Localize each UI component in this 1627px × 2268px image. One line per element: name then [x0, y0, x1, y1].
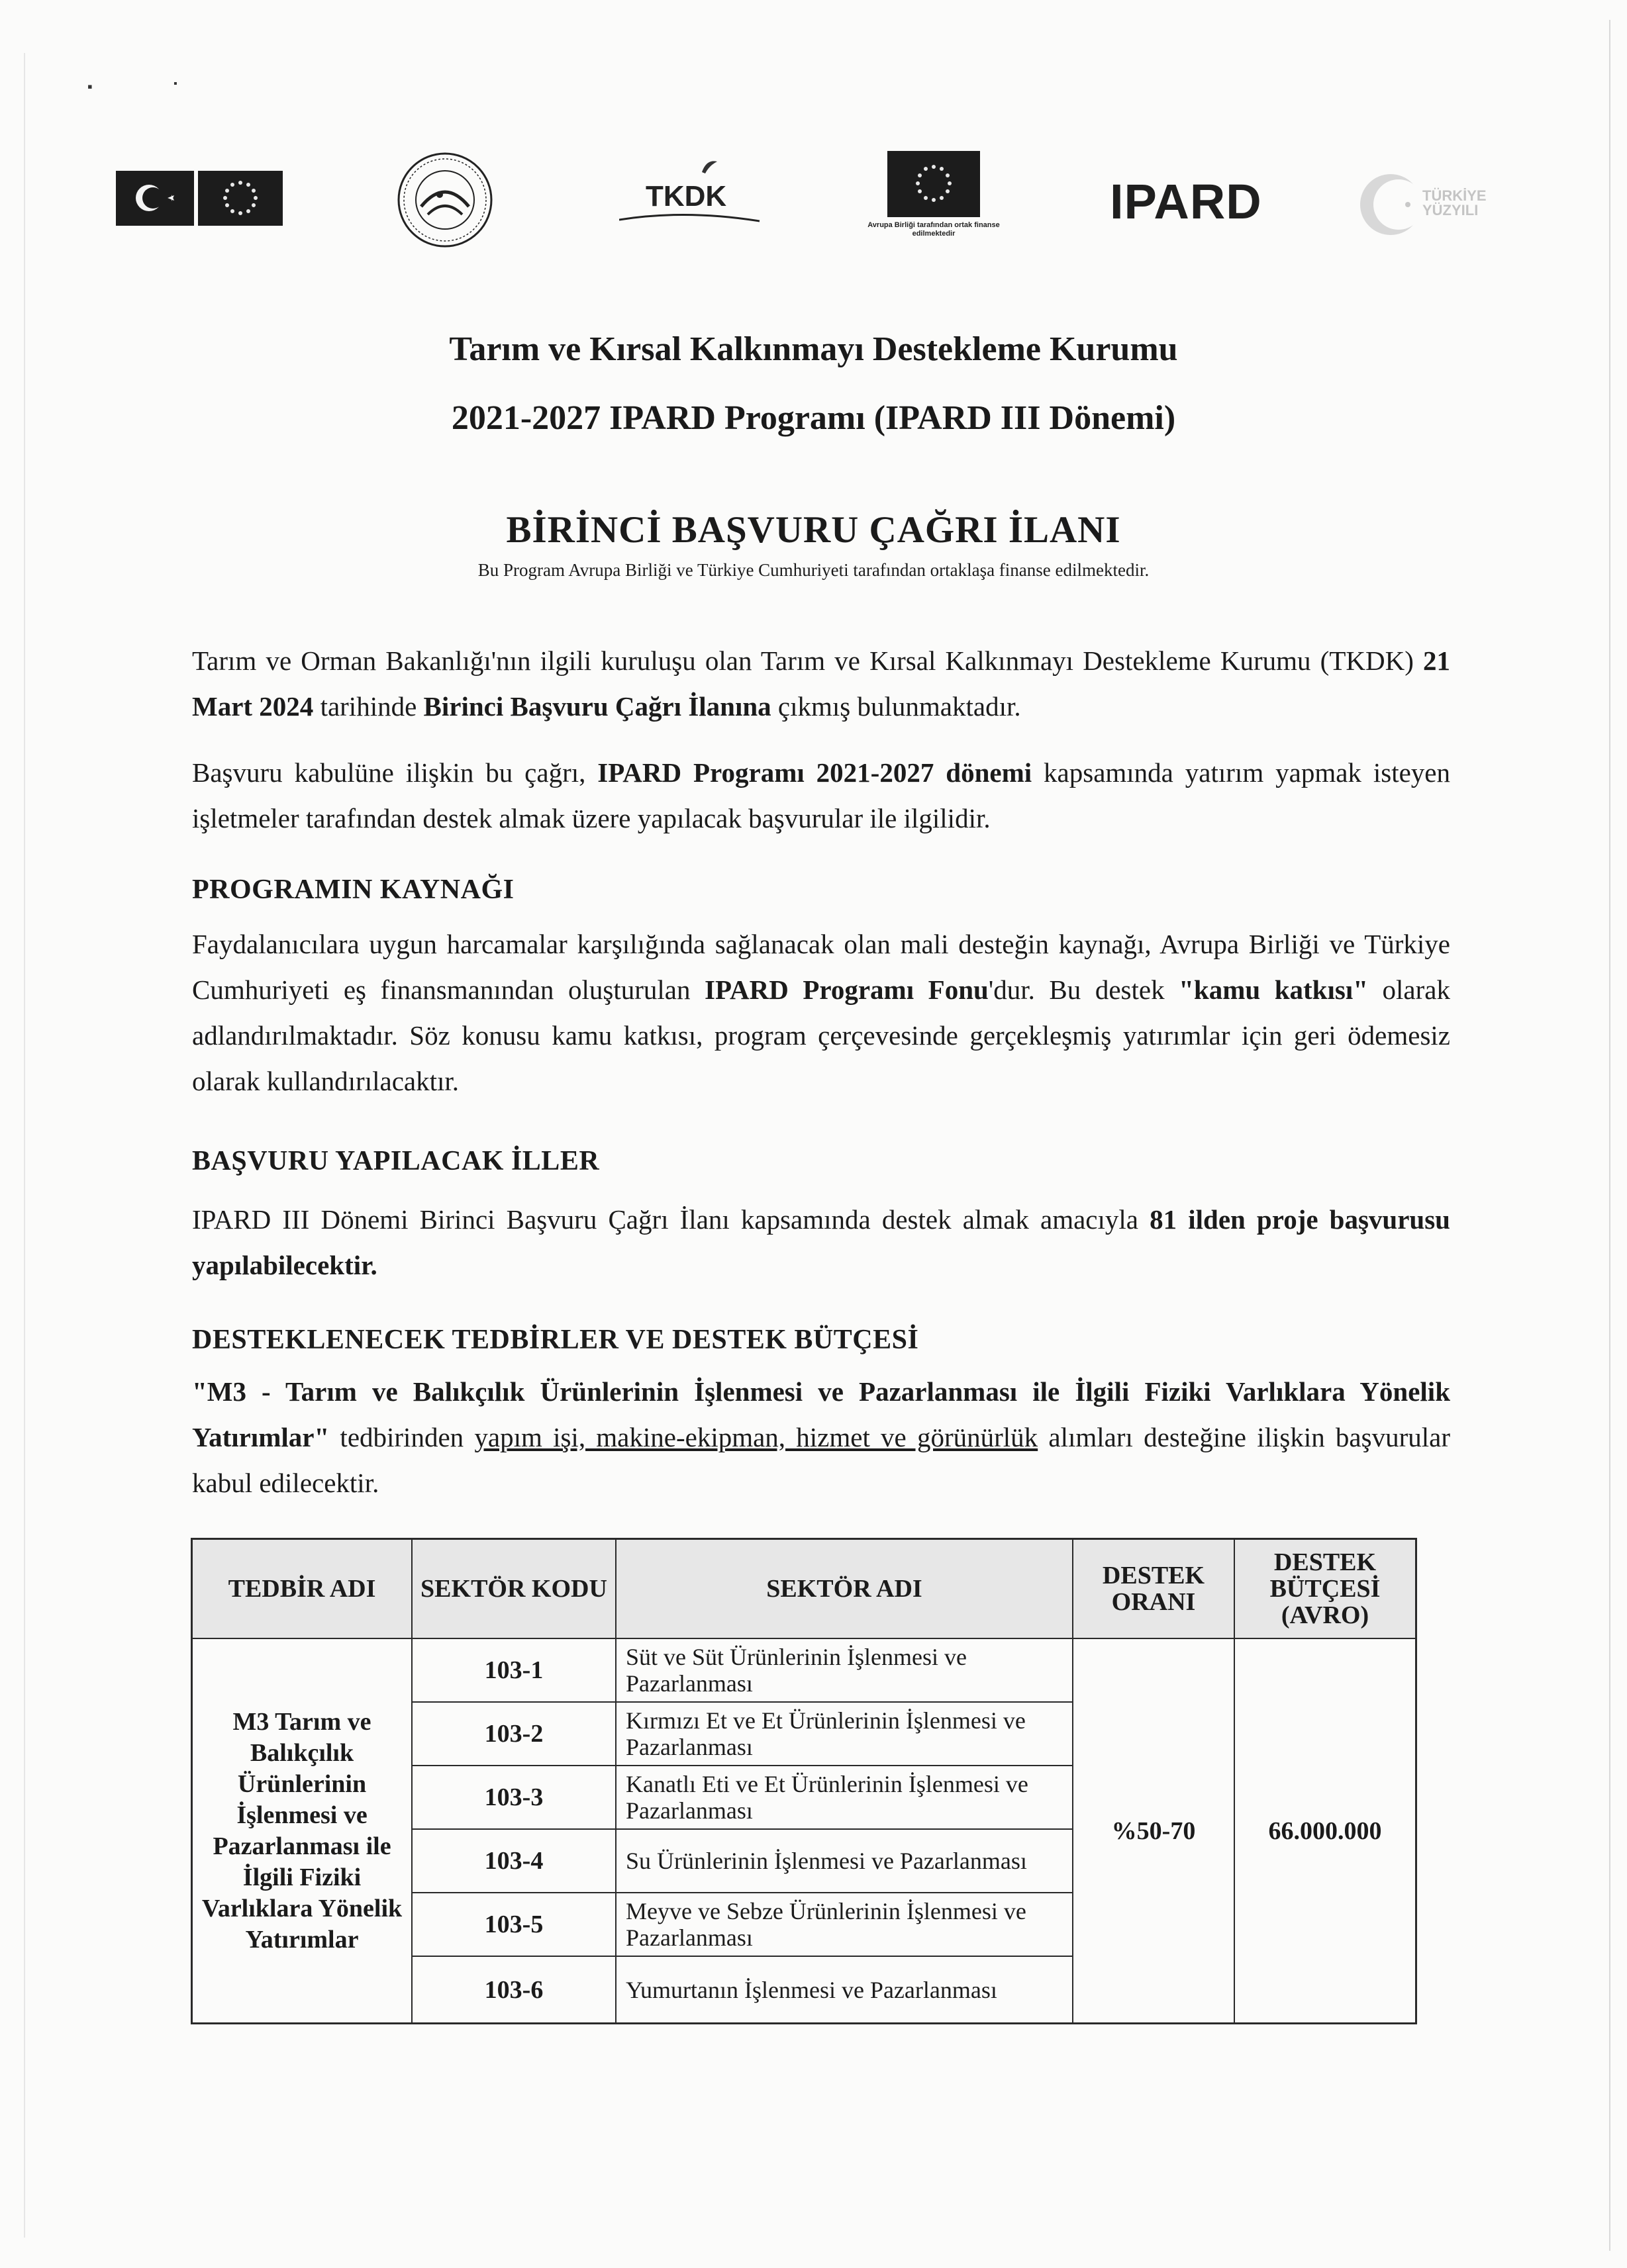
provinces-paragraph: IPARD III Dönemi Birinci Başvuru Çağrı İlanı kapsamında destek almak amacıyla 81 ilden proje başvurusu yapılabilecektir. — [192, 1204, 1450, 1280]
institution-title: Tarım ve Kırsal Kalkınmayı Destekleme Kurumu — [449, 330, 1178, 368]
turkiye-yuzyili-text: TÜRKİYE YÜZYILI — [1422, 187, 1487, 218]
ipard-logo: IPARD — [1110, 174, 1262, 229]
table-cell-sector-name: Yumurtanın İşlenmesi ve Pazarlanması — [616, 1957, 1073, 2022]
scan-edge-left — [24, 53, 25, 2238]
table-cell-sector-name: Meyve ve Sebze Ürünlerinin İşlenmesi ve Pazarlanması — [616, 1893, 1073, 1957]
turkiye-yuzyili-logo — [1351, 169, 1510, 242]
scan-speck: ▪ — [87, 78, 93, 95]
program-title: 2021-2027 IPARD Programı (IPARD III Dönemi) — [451, 399, 1176, 437]
announcement-title: BİRİNCİ BAŞVURU ÇAĞRI İLANI — [506, 509, 1121, 551]
call-date: 21 Mart 2024 — [192, 645, 1450, 722]
turkey-eu-flags-logo — [116, 171, 286, 226]
scan-speck: ▪ — [173, 78, 177, 89]
table-cell-sector-name: Su Ürünlerinin İşlenmesi ve Pazarlanması — [616, 1830, 1073, 1893]
table-cell-sector-code: 103-1 — [413, 1639, 616, 1703]
table-cell-support-rate: %50-70 — [1073, 1639, 1235, 2022]
eu-flag-icon — [198, 171, 283, 226]
intro-paragraph-2: Başvuru kabulüne ilişkin bu çağrı, IPARD Programı 2021-2027 dönemi kapsamında yatırım yapmak isteyen işletmeler tarafından destek almak üzere yapılacak başvurular ile ilgilidir. — [192, 757, 1450, 833]
table-cell-sector-code: 103-5 — [413, 1893, 616, 1957]
section-heading-provinces: BAŞVURU YAPILACAK İLLER — [192, 1146, 600, 1176]
measures-table — [191, 1538, 1417, 2024]
table-cell-sector-name: Kanatlı Eti ve Et Ürünlerinin İşlenmesi ve Pazarlanması — [616, 1766, 1073, 1830]
tkdk-logo-text: TKDK — [646, 180, 727, 213]
turkey-flag-icon — [116, 171, 194, 226]
table-header-measure-name: TEDBİR ADI — [193, 1540, 413, 1639]
table-cell-sector-code: 103-3 — [413, 1766, 616, 1830]
table-cell-measure-name: M3 Tarım ve Balıkçılık Ürünlerinin İşlenmesi ve Pazarlanması ile İlgili Fiziki Varlıklara Yönelik Yatırımlar — [193, 1639, 413, 2022]
table-header-support-budget: DESTEK BÜTÇESİ (AVRO) — [1235, 1540, 1415, 1639]
table-cell-support-budget: 66.000.000 — [1268, 1817, 1382, 1845]
table-cell-sector-code: 103-6 — [413, 1957, 616, 2022]
announcement-subtitle: Bu Program Avrupa Birliği ve Türkiye Cumhuriyeti tarafından ortaklaşa finanse edilmektedir. — [477, 560, 1150, 580]
ministry-seal-logo — [396, 151, 494, 249]
table-cell-sector-name: Süt ve Süt Ürünlerinin İşlenmesi ve Pazarlanması — [616, 1639, 1073, 1703]
tkdk-logo — [619, 152, 762, 225]
table-cell-sector-code: 103-2 — [413, 1703, 616, 1766]
table-header-sector-name: SEKTÖR ADI — [616, 1540, 1073, 1639]
measures-paragraph: "M3 - Tarım ve Balıkçılık Ürünlerinin İşlenmesi ve Pazarlanması ile İlgili Fiziki Varlıklara Yönelik Yatırımlar" tedbirinden yapım işi, makine-ekipman, hizmet ve görünürlük alımları desteğine ilişkin başvurular kabul edilecektir. — [192, 1376, 1450, 1498]
program-source-paragraph: Faydalanıcılara uygun harcamalar karşılığında sağlanacak olan mali desteğin kaynağı, Avrupa Birliği ve Türkiye Cumhuriyeti eş finansmanından oluşturulan IPARD Programı Fonu'dur. Bu destek "kamu katkısı" olarak adlandırılmaktadır. Söz konusu kamu katkısı, program çerçevesinde gerçekleşmiş yatırımlar için geri ödemesiz olarak kullandırılacaktır. — [192, 929, 1450, 1096]
section-heading-measures-budget: DESTEKLENECEK TEDBİRLER VE DESTEK BÜTÇESİ — [192, 1325, 919, 1355]
eu-cofinance-caption: Avrupa Birliği tarafından ortak finanse edilmektedir — [867, 221, 1000, 238]
table-header-sector-code: SEKTÖR KODU — [413, 1540, 616, 1639]
table-header-support-rate: DESTEK ORANI — [1073, 1540, 1235, 1639]
table-cell-sector-name: Kırmızı Et ve Et Ürünlerinin İşlenmesi ve Pazarlanması — [616, 1703, 1073, 1766]
table-cell-sector-code: 103-4 — [413, 1830, 616, 1893]
section-heading-program-source: PROGRAMIN KAYNAĞI — [192, 874, 515, 905]
intro-paragraph-1: Tarım ve Orman Bakanlığı'nın ilgili kuruluşu olan Tarım ve Kırsal Kalkınmayı Destekleme Kurumu (TKDK) 21 Mart 2024 tarihinde Birinci Başvuru Çağrı İlanına çıkmış bulunmaktadır. — [192, 645, 1450, 722]
eu-flag-logo — [887, 151, 980, 217]
